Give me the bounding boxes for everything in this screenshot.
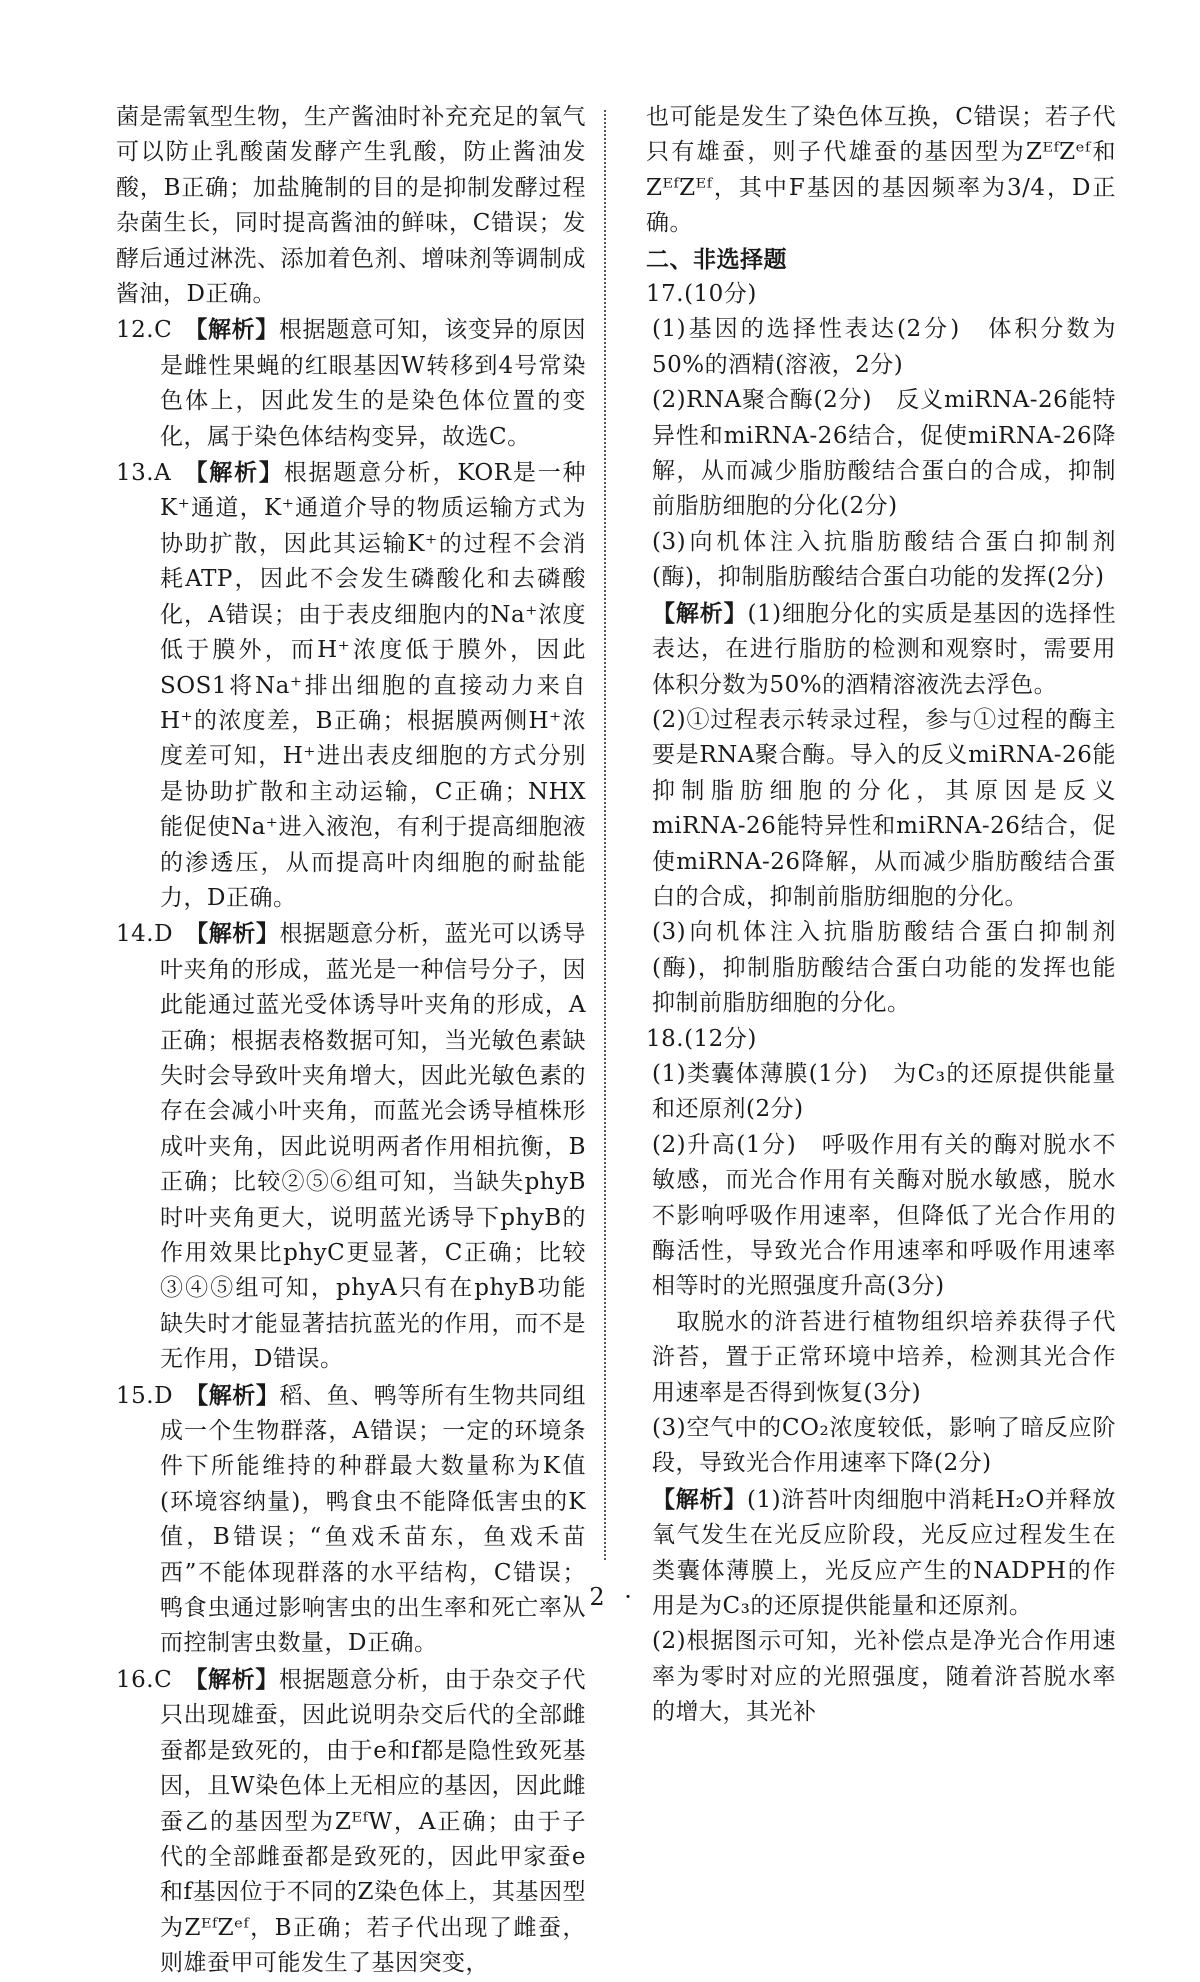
paragraph-text: (2)RNA聚合酶(2分) 反义miRNA-26能特异性和miRNA-26结合，促使miRNA-26降解，从而减少脂肪酸结合蛋白的合成，抑制前脂肪细胞的分化(2分) <box>652 387 1116 520</box>
paragraph-text: (3)空气中的CO₂浓度较低，影响了暗反应阶段，导致光合作用速率下降(2分) <box>652 1415 1116 1477</box>
paragraph-text: (2)升高(1分) 呼吸作用有关的酶对脱水不敏感，而光合作用有关酶对脱水敏感，脱水不影响呼吸作用速率，但降低了光合作用的酶活性，导致光合作用速率和呼吸作用速率相等时的光照强度升高(3分) <box>652 1131 1116 1300</box>
answer-paragraph <box>646 100 1116 242</box>
answer-item <box>116 455 586 916</box>
answer-paragraph <box>646 1057 1116 1128</box>
section-heading: 二、非选择题 <box>646 245 787 273</box>
paragraph-text: 取脱水的浒苔进行植物组织培养获得子代浒苔，置于正常环境中培养，检测其光合作用速率是否得到恢复(3分) <box>652 1308 1116 1406</box>
answer-paragraph <box>116 100 586 312</box>
answer-item <box>116 312 586 455</box>
paragraph-text: (2)①过程表示转录过程，参与①过程的酶主要是RNA聚合酶。导入的反义miRNA-26能抑制脂肪细胞的分化，其原因是反义miRNA-26能特异性和miRNA-26结合，促使miRNA-26降解，从而减少脂肪酸结合蛋白的合成，抑制前脂肪细胞的分化。 <box>652 706 1116 910</box>
question-number: 17. <box>646 281 685 308</box>
question-number: 15.D <box>116 1382 174 1409</box>
answer-item <box>116 1378 586 1662</box>
column-divider <box>604 110 606 1560</box>
answer-paragraph <box>646 1305 1116 1411</box>
answer-paragraph <box>646 383 1116 525</box>
paragraph-text: 根据题意分析，蓝光可以诱导叶夹角的形成，蓝光是一种信号分子，因此能通过蓝光受体诱导叶夹角的形成，A正确；根据表格数据可知，当光敏色素缺失时会导致叶夹角增大，因此光敏色素的存在会减小叶夹角，而蓝光会诱导植株形成叶夹角，因此说明两者作用相抗衡，B正确；比较②⑤⑥组可知，当缺失phyB时叶夹角更大，说明蓝光诱导下phyB的作用效果比phyC更显著，C正确；比较③④⑤组可知，phyA只有在phyB功能缺失时才能显著拮抗蓝光的作用，而不是无作用，D错误。 <box>160 921 587 1373</box>
answer-item <box>646 277 1116 312</box>
question-number: 12.C <box>116 317 173 344</box>
paragraph-text: (1)细胞分化的实质是基因的选择性表达，在进行脂肪的检测和观察时，需要用体积分数为50%的酒精溶液洗去浮色。 <box>652 600 1116 698</box>
question-number: 18. <box>646 1025 685 1052</box>
analysis-label: 【解析】 <box>184 316 279 344</box>
paragraph-text: (1)类囊体薄膜(1分) 为C₃的还原提供能量和还原剂(2分) <box>652 1060 1116 1123</box>
paragraph-text: (12分) <box>684 1025 757 1052</box>
right-column <box>646 100 1116 1731</box>
paragraph-text: (3)向机体注入抗脂肪酸结合蛋白抑制剂(酶)，抑制脂肪酸结合蛋白功能的发挥也能抑制前脂肪细胞的分化。 <box>652 919 1116 1017</box>
answer-paragraph <box>646 1411 1116 1482</box>
paragraph-text: 根据题意分析，KOR是一种K⁺通道，K⁺通道介导的物质运输方式为协助扩散，因此其运输K⁺的过程不会消耗ATP，因此不会发生磷酸化和去磷酸化，A错误；由于表皮细胞内的Na⁺浓度低于膜外，而H⁺浓度低于膜外，因此SOS1将Na⁺排出细胞的直接动力来自H⁺的浓度差，B正确；根据膜两侧H⁺浓度差可知，H⁺进出表皮细胞的方式分别是协助扩散和主动运输，C正确；NHX能促使Na⁺进入液泡，有利于提高细胞液的渗透压，从而提高叶肉细胞的耐盐能力，D正确。 <box>160 460 586 911</box>
answer-paragraph <box>646 525 1116 596</box>
analysis-label: 【解析】 <box>652 599 748 627</box>
paragraph-text: 菌是需氧型生物，生产酱油时补充充足的氧气可以防止乳酸菌发酵产生乳酸，防止酱油发酸，B正确；加盐腌制的目的是抑制发酵过程杂菌生长，同时提高酱油的鲜味，C错误；发酵后通过淋洗、添加着色剂、增味剂等调制成酱油，D正确。 <box>116 104 586 308</box>
paragraph-text: 根据题意可知，该变异的原因是雌性果蝇的红眼基因W转移到4号常染色体上，因此发生的是染色体位置的变化，属于染色体结构变异，故选C。 <box>160 317 587 450</box>
answer-item <box>116 1662 586 1982</box>
paragraph-text: (10分) <box>684 281 757 308</box>
paragraph-text: 根据题意分析，由于杂交子代只出现雄蚕，因此说明杂交后代的全部雌蚕都是致死的，由于e和f都是隐性致死基因，且W染色体上无相应的基因，因此雌蚕乙的基因型为ZᴱᶠW，A正确；由于子代的全部雌蚕都是致死的，因此甲家蚕e和f基因位于不同的Z染色体上，其基因型为ZᴱᶠZᵉᶠ，B正确；若子代出现了雌蚕，则雄蚕甲可能发生了基因突变， <box>160 1666 587 1977</box>
analysis-label: 【解析】 <box>185 920 280 948</box>
answer-item <box>646 1022 1116 1057</box>
answer-paragraph <box>646 1624 1116 1730</box>
question-number: 13.A <box>116 460 172 487</box>
question-number: 14.D <box>116 921 174 948</box>
analysis-label: 【解析】 <box>184 1665 279 1693</box>
paragraph-text: (2)根据图示可知，光补偿点是净光合作用速率为零时对应的光照强度，随着浒苔脱水率的增大，其光补 <box>652 1628 1116 1726</box>
answer-item <box>116 916 586 1377</box>
paragraph-text: (3)向机体注入抗脂肪酸结合蛋白抑制剂(酶)，抑制脂肪酸结合蛋白功能的发挥(2分) <box>652 528 1116 591</box>
answer-paragraph <box>646 915 1116 1021</box>
answer-paragraph <box>646 596 1116 703</box>
analysis-label: 【解析】 <box>652 1485 748 1513</box>
question-number: 16.C <box>116 1666 173 1693</box>
paragraph-text: 稻、鱼、鸭等所有生物共同组成一个生物群落，A错误；一定的环境条件下所能维持的种群最大数量称为K值(环境容纳量)，鸭食虫不能降低害虫的K值，B错误；“鱼戏禾苗东，鱼戏禾苗西”不能体现群落的水平结构，C错误；鸭食虫通过影响害虫的出生率和死亡率从而控制害虫数量，D正确。 <box>160 1382 587 1657</box>
paragraph-text: (1)基因的选择性表达(2分) 体积分数为50%的酒精(溶液，2分) <box>652 316 1116 378</box>
analysis-label: 【解析】 <box>183 459 284 487</box>
answer-paragraph <box>646 1128 1116 1305</box>
paragraph-text: 也可能是发生了染色体互换，C错误；若子代只有雄蚕，则子代雄蚕的基因型为ZᴱᶠZᵉᶠ和ZᴱᶠZᴱᶠ，其中F基因的基因频率为3/4，D正确。 <box>646 104 1116 237</box>
analysis-label: 【解析】 <box>185 1381 280 1409</box>
answer-paragraph <box>646 312 1116 383</box>
answer-paragraph <box>646 703 1116 915</box>
paragraph-text: (1)浒苔叶肉细胞中消耗H₂O并释放氧气发生在光反应阶段，光反应过程发生在类囊体薄膜上，光反应产生的NADPH的作用是为C₃的还原提供能量和还原剂。 <box>652 1486 1117 1620</box>
page-number: · 2 · <box>562 1583 638 1611</box>
left-column <box>116 100 586 1982</box>
